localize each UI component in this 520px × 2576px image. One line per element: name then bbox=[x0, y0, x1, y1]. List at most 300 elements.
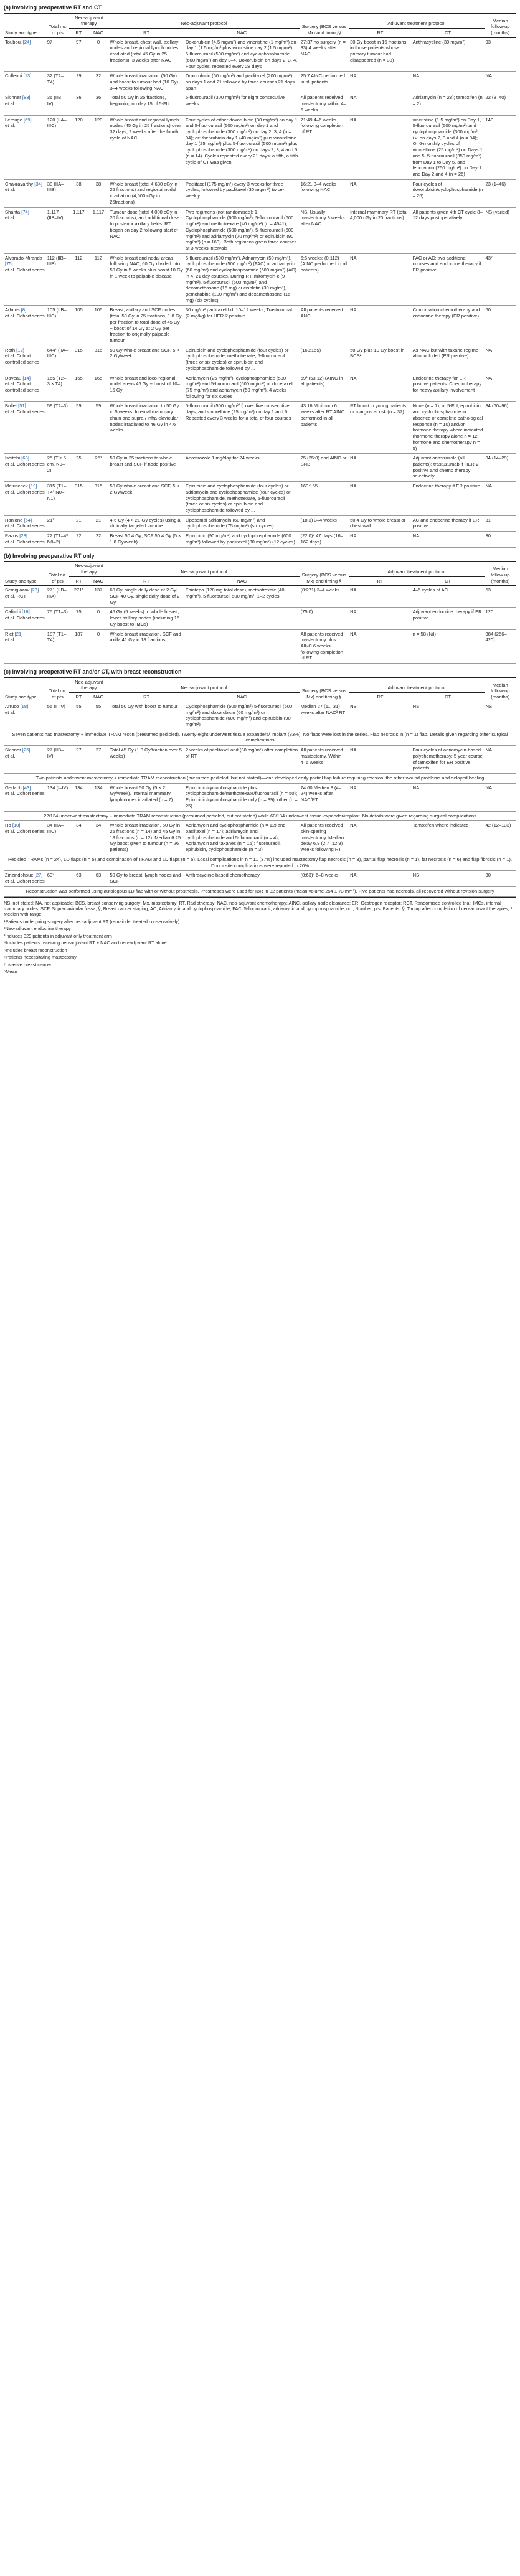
adjuvant-rt-cell: 50 Gy plus 10 Gy boost in BCS² bbox=[349, 346, 412, 374]
table-row bbox=[4, 821, 516, 855]
rt-protocol-cell: 45 Gy (5 weeks) to whole breast, lower axillary nodes (including 15 Gy boost to IMCs) bbox=[108, 608, 184, 629]
rt-count-cell: 105 bbox=[69, 306, 88, 346]
study-name: Colleoni bbox=[5, 73, 22, 79]
study-cell bbox=[4, 72, 46, 93]
adjuvant-ct-cell: n = 58 (Nil) bbox=[412, 629, 485, 664]
nac-count-cell: 315 bbox=[88, 482, 109, 516]
reference-link[interactable]: [8] bbox=[21, 307, 27, 313]
adjuvant-ct-cell: Four cycles of adriamycin-based polychemotherapy; 5 year course of tamoxifen for ER positive patients bbox=[412, 746, 485, 774]
nac-protocol-cell: Epirubicin/cyclophosphamide plus cyclophosphamide/methotrexate/fluorouracil (n = 50); Epirubicin/cyclophosphamide only (n = 39); other (n = 25) bbox=[184, 783, 300, 811]
header-nac-protocol: NAC bbox=[184, 576, 300, 586]
study-name: Zinzindohoue bbox=[5, 872, 34, 878]
study-cell bbox=[4, 253, 46, 306]
table-row bbox=[4, 608, 516, 629]
header-study-type: Study and type bbox=[4, 562, 46, 586]
header-neo-therapy: Neo-adjuvant therapy bbox=[69, 14, 108, 29]
footnote-6: ⁶Patients necessitating mastectomy bbox=[4, 954, 77, 961]
total-pts-cell: 21³ bbox=[46, 515, 69, 531]
reference-link[interactable]: [54] bbox=[24, 517, 32, 523]
adjuvant-ct-cell: Adriamycin (n = 28); tamoxifen (n = 2) bbox=[412, 93, 485, 115]
study-type: et al. Cohort series bbox=[5, 791, 45, 797]
followup-cell: 42 (12–133) bbox=[485, 821, 517, 855]
header-surgery: Surgery (BCS versus Mx) and timing § bbox=[300, 678, 349, 702]
followup-cell: NA bbox=[485, 783, 517, 811]
study-name: Chakravarthy bbox=[5, 181, 34, 187]
study-name: Shanta bbox=[5, 209, 21, 215]
nac-protocol-cell: Doxorubicin (60 mg/m²) and paclitaxel (200 mg/m²) on days 1 and 21 followed by three courses 21 days apart bbox=[184, 72, 300, 93]
rt-count-cell: 36 bbox=[69, 93, 88, 115]
header-adjuvant-protocol: Adjuvant treatment protocol bbox=[349, 14, 484, 29]
nac-count-cell: 25³ bbox=[88, 454, 109, 482]
study-name: Calitchi bbox=[5, 609, 21, 615]
adjuvant-rt-cell: NA bbox=[349, 306, 412, 346]
total-pts-cell: 63³ bbox=[46, 871, 69, 886]
study-cell bbox=[4, 629, 46, 664]
nac-protocol-cell: 2 weeks of paclitaxel and (30 mg/m²) after completion of RT bbox=[184, 746, 300, 774]
study-type: et al. Cohort series bbox=[5, 267, 45, 273]
header-adjuvant-protocol: Adjuvant treatment protocol bbox=[349, 678, 484, 693]
nac-count-cell: 137 bbox=[88, 586, 109, 608]
followup-cell: 53 bbox=[485, 586, 517, 608]
reference-link[interactable]: [25] bbox=[22, 747, 31, 753]
adjuvant-ct-cell: vincristine (1.5 mg/m²) on Day 1, 5-fluorouracil (500 mg/m²) and cyclophosphamide (300 mg/m² i.v. on days 2, 3 and 4 (n = 94); Or 6-monthly cycles of vinorelbine (25 mg/m²) on Days 1 and 5, 5-fluorouracil (350 mg/m²) from Day 1 to Day 5, and leucovorin (250 mg/m²) on Day 1 and Day 2 and 4 (n = 26) bbox=[412, 115, 485, 179]
study-type: et al. bbox=[5, 187, 16, 193]
nac-count-cell: 34 bbox=[88, 821, 109, 855]
total-pts-cell: 315 (T1–T4² N0–N1) bbox=[46, 482, 69, 516]
reference-link[interactable]: [75] bbox=[5, 261, 13, 267]
rt-count-cell: 315 bbox=[69, 346, 88, 374]
study-name: Hanlone bbox=[5, 517, 23, 523]
nac-count-cell: 120 bbox=[88, 115, 109, 179]
followup-cell: NA bbox=[485, 746, 517, 774]
adjuvant-rt-cell: 30 Gy boost in 15 fractions in those patients whose primary tumour had disappeared (n = 33) bbox=[349, 37, 412, 72]
table-row bbox=[4, 179, 516, 207]
study-type: et al. Cohort series bbox=[5, 489, 45, 495]
header-rt-protocol: RT bbox=[108, 693, 184, 702]
adjuvant-rt-cell: Internal mammary RT (total 4,000 cGy in 20 fractions) bbox=[349, 207, 412, 253]
study-name: Ishitobi bbox=[5, 455, 21, 461]
nac-protocol-cell: 5-fluorouracil (300 mg/m²) for eight consecutive weeks bbox=[184, 93, 300, 115]
study-type: et al. bbox=[5, 123, 16, 129]
surgery-cell: NS. Usually mastectomy 3 weeks after NAC bbox=[300, 207, 349, 253]
adjuvant-rt-cell: NA bbox=[349, 746, 412, 774]
rt-count-cell: 21 bbox=[69, 515, 88, 531]
rt-protocol-cell: 50 Gy whole breast and SCF, 5 × 2 Gy/week bbox=[108, 482, 184, 516]
rt-count-cell: 75 bbox=[69, 608, 88, 629]
followup-cell: 60 bbox=[485, 306, 517, 346]
study-type: et al. Cohort series bbox=[5, 615, 45, 621]
total-pts-cell: 165 (T2–3 × T4) bbox=[46, 374, 69, 402]
surgery-cell: (0:63)³ 6–8 weeks bbox=[300, 871, 349, 886]
table-row bbox=[4, 871, 516, 886]
study-type: et al. bbox=[5, 215, 16, 221]
study-name: Lerouge bbox=[5, 116, 22, 123]
adjuvant-ct-cell: Combination chemotherapy and endocrine therapy (ER positive) bbox=[412, 306, 485, 346]
study-cell bbox=[4, 702, 46, 730]
followup-cell: 84 (60–96) bbox=[485, 402, 517, 454]
adjuvant-rt-cell: NA bbox=[349, 783, 412, 811]
nac-protocol-cell: Epirubicin (90 mg/m²) and cyclophosphamide (600 mg/m²) followed by paclitaxel (80 mg/m²) (12 cycles) bbox=[184, 532, 300, 547]
header-nac: NAC bbox=[88, 28, 109, 37]
surgery-cell: All patients received mastectomy plus AINC 6 weeks following completion of RT bbox=[300, 629, 349, 664]
header-neo-protocol: Neo-adjuvant protocol bbox=[108, 562, 299, 576]
study-cell bbox=[4, 374, 46, 402]
adjuvant-rt-cell: NA bbox=[349, 115, 412, 179]
rt-count-cell: 134 bbox=[69, 783, 88, 811]
nac-protocol-cell: Thiotepa (120 mg total dose), methotrexate (40 mg/m²), 5-fluorouracil 500 mg/m²; 1–2 cycles bbox=[184, 586, 300, 608]
header-nac-protocol: NAC bbox=[184, 28, 300, 37]
table-row bbox=[4, 374, 516, 402]
table-row bbox=[4, 37, 516, 72]
nac-count-cell: 55 bbox=[88, 702, 109, 730]
reference-link[interactable]: [83] bbox=[22, 95, 31, 101]
header-total-pts: Total no. of pts bbox=[46, 562, 69, 586]
header-adjuvant-protocol: Adjuvant treatment protocol bbox=[349, 562, 484, 576]
header-nac: NAC bbox=[88, 693, 109, 702]
study-cell bbox=[4, 179, 46, 207]
surgery-cell: 43:16 Minimum 6 weeks after RT AINC performed in all patients bbox=[300, 402, 349, 454]
table-row bbox=[4, 586, 516, 608]
study-cell bbox=[4, 515, 46, 531]
study-type: et al. RCT bbox=[5, 593, 27, 599]
nac-count-cell: 59 bbox=[88, 402, 109, 454]
total-pts-cell: 27 (IIB–IV) bbox=[46, 746, 69, 774]
nac-protocol-cell: Cyclophosphamide (600 mg/m²) 5-fluorouracil (600 mg/m²) and doxorubicin (60 mg/m²) or cyclophosphamide (600 mg/m²) and epirubicin (90 mg/m²) bbox=[184, 702, 300, 730]
followup-cell: NA bbox=[485, 72, 517, 93]
section-a-title: (a) Involving preoperative RT and CT bbox=[4, 3, 516, 14]
header-adj-ct: CT bbox=[412, 693, 485, 702]
rt-count-cell: 27 bbox=[69, 746, 88, 774]
reference-link[interactable]: [74] bbox=[21, 209, 29, 215]
surgery-cell: Median 27 (11–31) weeks after NAC³ RT bbox=[300, 702, 349, 730]
surgery-cell: 25:7 AINC performed in all patients bbox=[300, 72, 349, 93]
nac-count-cell: 134 bbox=[88, 783, 109, 811]
surgery-cell: All patients received skin-sparing mastectomy. Median delay 6.9 (2.7–12.9) weeks following RT bbox=[300, 821, 349, 855]
total-pts-cell: 134 (I–IV) bbox=[46, 783, 69, 811]
header-adj-ct: CT bbox=[412, 28, 485, 37]
total-pts-cell: 187 (T1–T4) bbox=[46, 629, 69, 664]
reference-link[interactable]: [63] bbox=[21, 455, 29, 461]
adjuvant-rt-cell: NA bbox=[349, 253, 412, 306]
followup-cell: 93 bbox=[485, 37, 517, 72]
rt-protocol-cell: Whole breast irradiation to 50 Gy in 5 weeks. Internal mammary chain and supra-/ infra-clavicular nodes irradiated to 46 Gy in 4.6 weeks bbox=[108, 402, 184, 454]
adjuvant-ct-cell: FAC or AC; two additional courses and endocrine therapy if ER positive bbox=[412, 253, 485, 306]
table-row bbox=[4, 629, 516, 664]
adjuvant-rt-cell: RT boost in young patients or margins at risk (n = 37) bbox=[349, 402, 412, 454]
header-rt-protocol: RT bbox=[108, 28, 184, 37]
nac-count-cell: 0 bbox=[88, 608, 109, 629]
reference-link[interactable]: [12] bbox=[16, 347, 24, 353]
table-row bbox=[4, 482, 516, 516]
followup-cell: 23 (1–46) bbox=[485, 179, 517, 207]
adjuvant-rt-cell: NA bbox=[349, 482, 412, 516]
reconstruction-note: Two patients underwent mastectomy + immediate TRAM reconstruction (presumed pedicled, but not stated)—one developed early partial flap failure requiring revision, the other wound problems and delayed healing bbox=[4, 774, 516, 784]
adjuvant-ct-cell: Tamoxifen where indicated bbox=[412, 821, 485, 855]
nac-protocol-cell: Two regimens (not randomised): 1. Cyclophosphamide (600 mg/m²), 5-fluorouracil (600 mg/m²) and methotrexate (40 mg/m²) (n = 4541); Cyclophosphamide (600 mg/m²), 5-fluorouracil (600 mg/m²) and adriamycin (70 mg/m²) or epirubicin (90 mg/m²) (n = 163). Both regimens given three courses at 3-weeks intervals bbox=[184, 207, 300, 253]
reference-link[interactable]: [21] bbox=[14, 631, 23, 637]
study-type: et al. Cohort series bbox=[5, 829, 45, 835]
rt-count-cell: 271¹ bbox=[69, 586, 88, 608]
rt-protocol-cell: Whole breast (total 4,680 cGy in 26 fractions) and regional nodal irradiation (4,500 cGy in 25fractions) bbox=[108, 179, 184, 207]
surgery-cell: (0:271) 3–4 weeks bbox=[300, 586, 349, 608]
footnote-8: ⁸Mean bbox=[4, 969, 17, 975]
adjuvant-rt-cell: NA bbox=[349, 72, 412, 93]
adjuvant-rt-cell: NA bbox=[349, 374, 412, 402]
study-type: et al. bbox=[5, 101, 16, 107]
surgery-cell: 74:60 Median 8 (4–24) weeks after NAC/RT bbox=[300, 783, 349, 811]
rt-protocol-cell: Whole breast, chest wall, axillary nodes and regional lymph nodes irradiated (total 45 Gy in 25 fractions), 3 weeks after NAC bbox=[108, 37, 184, 72]
header-adj-rt: RT bbox=[349, 28, 412, 37]
nac-protocol-cell: Adriamycin and cyclophosphamide (n = 12) and paclitaxel (n = 17); adriamycin and cyclophosphamide and 5-fluorouracil (n = 4); Adriamycin and taxanes (n = 15); fluorouracil, epirubicin, cyclophosphamide (n = 3) bbox=[184, 821, 300, 855]
reference-link[interactable]: [10] bbox=[12, 822, 21, 829]
followup-cell: 34 (14–29) bbox=[485, 454, 517, 482]
table-row bbox=[4, 93, 516, 115]
reference-link[interactable]: [28] bbox=[19, 533, 27, 539]
adjuvant-rt-cell: NA bbox=[349, 93, 412, 115]
adjuvant-rt-cell: NA bbox=[349, 821, 412, 855]
total-pts-cell: 36 (IIB–IV) bbox=[46, 93, 69, 115]
header-neo-protocol: Neo-adjuvant protocol bbox=[108, 678, 299, 693]
total-pts-cell: 271 (IIB–IIIA) bbox=[46, 586, 69, 608]
study-cell bbox=[4, 93, 46, 115]
header-rt: RT bbox=[69, 693, 88, 702]
surgery-cell: (75:0) bbox=[300, 608, 349, 629]
reference-link[interactable]: [51] bbox=[18, 403, 26, 409]
study-type: et al. bbox=[5, 753, 16, 759]
surgery-cell: (18:3) 3–4 weeks bbox=[300, 515, 349, 531]
study-name: Skinner bbox=[5, 95, 21, 101]
reference-link[interactable]: [13] bbox=[23, 73, 32, 79]
nac-count-cell: 22 bbox=[88, 532, 109, 547]
header-total-pts: Total no. of pts bbox=[46, 678, 69, 702]
study-type: et al. bbox=[5, 709, 16, 715]
adjuvant-rt-cell: NS bbox=[349, 702, 412, 730]
nac-protocol-cell: Doxorubicin (4.5 mg/m²) and vincristine (1 mg/m²) on day 1 (1.5 mg/m² plus vincristine day 2 (1.5 mg/m²), 5-fluorouracil (500 mg/m²) and cyclophosphamide (600 mg/m²) on day 3–4. Doxorubicin on days 2, 3, 4. Four cycles, repeated every 28 days bbox=[184, 37, 300, 72]
rt-protocol-cell: Total 45 Gy (1.8 Gy/fraction over 5 weeks) bbox=[108, 746, 184, 774]
study-name: Ho bbox=[5, 822, 11, 829]
rt-protocol-cell: Whole breast irradiation. 50 Gy in 25 fractions (n = 14) and 45 Gy in 18 fractions (n = 12). Median 6.25 Gy boost given to tumour (n = 26 patients) bbox=[108, 821, 184, 855]
surgery-cell: 6:6 weeks; (0:112) (AINC performed in all patients) bbox=[300, 253, 349, 306]
followup-cell: 30 bbox=[485, 871, 517, 886]
adjuvant-rt-cell: NA bbox=[349, 179, 412, 207]
total-pts-cell: 34 (IIA–IIIC) bbox=[46, 821, 69, 855]
rt-protocol-cell: Whole breast irradiation, SCF and axilla 41 Gy in 18 fractions bbox=[108, 629, 184, 664]
surgery-cell: 160:155 bbox=[300, 482, 349, 516]
rt-protocol-cell: Whole breast 50 Gy (5 × 2 Gy/week). Internal mammary lymph nodes irradiated (n = 7) bbox=[108, 783, 184, 811]
rt-protocol-cell: Tumour dose (total 4,000 cGy in 20 fractions), and additional dose to posterior axillary fields. RT began on day 2 following start of NAC bbox=[108, 207, 184, 253]
table-row bbox=[4, 454, 516, 482]
adjuvant-ct-cell: Endocrine therapy if ER positive bbox=[412, 482, 485, 516]
reconstruction-note-row bbox=[4, 855, 516, 870]
study-cell bbox=[4, 532, 46, 547]
reference-link[interactable]: [23] bbox=[31, 587, 39, 593]
header-followup: Median follow-up (months) bbox=[485, 562, 517, 586]
rt-protocol-cell: Breast, axillary and SCF nodes (total 50 Gy in 25 fractions, 1.8 Gy per fraction to total dose of 45 Gy + boost of 14 Gy at 2 Gy per fraction to originally palpable tumour bbox=[108, 306, 184, 346]
nac-count-cell: 112 bbox=[88, 253, 109, 306]
section-b-title: (b) Involving preoperative RT only bbox=[4, 552, 516, 562]
reference-link[interactable]: [19] bbox=[29, 483, 37, 489]
surgery-cell: All patients received mastectomy. Within 4–6 weeks bbox=[300, 746, 349, 774]
table-row bbox=[4, 532, 516, 547]
table-row bbox=[4, 702, 516, 730]
study-cell bbox=[4, 871, 46, 886]
rt-protocol-cell: 60 Gy, single daily dose of 2 Gy; SCF 40 Gy, single daily dose of 2 Gy bbox=[108, 586, 184, 608]
nac-protocol-cell: Epirubicin and cyclophosphamide (four cycles) or adriamycin and cyclophosphamide (four cycles) or cyclophosphamide, methotrexate, 5-fluorouracil (three or six cycles) or epirubicin and cyclophosphamide followed by ... bbox=[184, 482, 300, 516]
study-name: Arruco bbox=[5, 703, 19, 709]
adjuvant-rt-cell: NA bbox=[349, 629, 412, 664]
followup-cell: 384 (266–420) bbox=[485, 629, 517, 664]
rt-count-cell: 112 bbox=[69, 253, 88, 306]
adjuvant-rt-cell: NA bbox=[349, 586, 412, 608]
table-row bbox=[4, 515, 516, 531]
study-name: Gerlach bbox=[5, 784, 22, 791]
rt-protocol-cell: Whole breast and loco-regional nodal areas 45 Gy + boost of 10–15 Gy bbox=[108, 374, 184, 402]
section-c-table bbox=[4, 678, 516, 897]
study-cell bbox=[4, 821, 46, 855]
followup-cell: NA bbox=[485, 374, 517, 402]
total-pts-cell: 59 (T2–3) bbox=[46, 402, 69, 454]
surgery-cell: All patients received ANC bbox=[300, 306, 349, 346]
footnote-1: ¹Patients undergoing surgery after neo-adjuvant RT (remainder treated conservatively) bbox=[4, 918, 180, 924]
nac-protocol-cell: Anastrozole 1 mg/day for 24 weeks bbox=[184, 454, 300, 482]
reference-link[interactable]: [16] bbox=[22, 609, 30, 615]
rt-count-cell: 38 bbox=[69, 179, 88, 207]
reference-link[interactable]: [24] bbox=[22, 39, 31, 45]
nac-count-cell: 165 bbox=[88, 374, 109, 402]
study-type: et al. Cohort series bbox=[5, 523, 45, 529]
reference-link[interactable]: [18] bbox=[20, 703, 29, 709]
table-row bbox=[4, 253, 516, 306]
adjuvant-rt-cell: NA bbox=[349, 871, 412, 886]
total-pts-cell: 1,117 (IIB–IV) bbox=[46, 207, 69, 253]
surgery-cell: 16:21 3–4 weeks following NAC bbox=[300, 179, 349, 207]
adjuvant-ct-cell: NA bbox=[412, 72, 485, 93]
followup-cell: NS bbox=[485, 702, 517, 730]
study-name: Matuschek bbox=[5, 483, 28, 489]
rt-count-cell: 97 bbox=[69, 37, 88, 72]
nac-count-cell: 21 bbox=[88, 515, 109, 531]
adjuvant-rt-cell: NA bbox=[349, 608, 412, 629]
adjuvant-ct-cell: Endocrine therapy for ER positive patients. Chemo therapy for heavy axillary involvement bbox=[412, 374, 485, 402]
reference-link[interactable]: [69] bbox=[24, 116, 32, 123]
study-cell bbox=[4, 207, 46, 253]
reference-link[interactable]: [43] bbox=[22, 784, 31, 791]
adjuvant-ct-cell: Four cycles of doxorubicin/cyclophosphamide (n = 26) bbox=[412, 179, 485, 207]
rt-protocol-cell: Total 50 Gy in 25 fractions, beginning on day 15 of 5-FU bbox=[108, 93, 184, 115]
footnote-4: ⁴Includes patients receiving neo-adjuvant RT + NAC and neo-adjuvant RT alone bbox=[4, 940, 167, 946]
header-rt: RT bbox=[69, 28, 88, 37]
total-pts-cell: 105 (IIB–IIIC) bbox=[46, 306, 69, 346]
followup-cell: 120 bbox=[485, 608, 517, 629]
table-row bbox=[4, 306, 516, 346]
adjuvant-rt-cell: 50.4 Gy to whole breast or chest wall bbox=[349, 515, 412, 531]
footnotes bbox=[4, 897, 516, 975]
nac-protocol-cell: Anthracycline-based chemotherapy bbox=[184, 871, 300, 886]
adjuvant-ct-cell: NA bbox=[412, 783, 485, 811]
rt-protocol-cell: Whole breast and regional lymph nodes (45 Gy in 25 fractions) over 32 days, 2 weeks after the fourth cycle of NAC bbox=[108, 115, 184, 179]
total-pts-cell: 55 (I–IV) bbox=[46, 702, 69, 730]
study-name: Daveau bbox=[5, 375, 22, 381]
nac-count-cell: 32 bbox=[88, 72, 109, 93]
study-type: et al. bbox=[5, 637, 16, 643]
total-pts-cell: 644¹ (IIA–IIIC) bbox=[46, 346, 69, 374]
nac-protocol-cell: 5-fluorouracil (500 mg/m²/d) over five consecutive days, and vinorelbine (25 mg/m²) on day 1 and 6. Repeated every 3 weeks for a total of four courses bbox=[184, 402, 300, 454]
header-followup: Median follow-up (months) bbox=[485, 678, 517, 702]
header-neo-protocol: Neo-adjuvant protocol bbox=[108, 14, 299, 29]
reference-link[interactable]: [34] bbox=[34, 181, 42, 187]
adjuvant-ct-cell: 4–6 cycles of AC bbox=[412, 586, 485, 608]
nac-count-cell: 63 bbox=[88, 871, 109, 886]
study-cell bbox=[4, 402, 46, 454]
study-name: Pazos bbox=[5, 533, 19, 539]
table-row bbox=[4, 402, 516, 454]
table-row bbox=[4, 115, 516, 179]
nac-count-cell: 315 bbox=[88, 346, 109, 374]
rt-protocol-cell: Whole breast irradiation (50 Gy) and boost to tumour bed (10 Gy), 3–4 weeks following NAC bbox=[108, 72, 184, 93]
rt-count-cell: 25 bbox=[69, 454, 88, 482]
nac-protocol-cell: 30 mg/m² paclitaxel bd. 10–12 weeks; Trastuzumab (2 mg/kg) for HER-2 positive bbox=[184, 306, 300, 346]
header-neo-therapy: Neo-adjuvant therapy bbox=[69, 678, 108, 693]
surgery-cell: 71:49 4–6 weeks following completion of RT bbox=[300, 115, 349, 179]
adjuvant-ct-cell: NS bbox=[412, 702, 485, 730]
total-pts-cell: 75 (T1–3) bbox=[46, 608, 69, 629]
header-study-type: Study and type bbox=[4, 678, 46, 702]
header-surgery: Surgery (BCS versus Mx) and timing § bbox=[300, 562, 349, 586]
study-cell bbox=[4, 482, 46, 516]
study-cell bbox=[4, 783, 46, 811]
adjuvant-ct-cell: NS bbox=[412, 871, 485, 886]
rt-count-cell: 55 bbox=[69, 702, 88, 730]
total-pts-cell: 38 (IIA–IIIB) bbox=[46, 179, 69, 207]
adjuvant-ct-cell: AC and endocrine therapy if ER positive bbox=[412, 515, 485, 531]
reconstruction-note: Pedicled TRAMs (n = 24), LD flaps (n = 5) and combination of TRAM and LD flaps (n = 5). Local complications in n = 11 (37%) included mastectomy flap necrosis (n = 3), partial flap necrosis (n = 1), fat necrosis (n = 6) and flap fibrosis (n = 1). Donor site complications were reported in 20% bbox=[4, 855, 516, 870]
followup-cell: 22 (8–40) bbox=[485, 93, 517, 115]
reference-link[interactable]: [14] bbox=[22, 375, 31, 381]
study-cell bbox=[4, 746, 46, 774]
followup-cell: 43² bbox=[485, 253, 517, 306]
reconstruction-note-row bbox=[4, 774, 516, 784]
study-name: Riet bbox=[5, 631, 14, 637]
footnote-3: ³Includes 329 patients in adjuvant only treatment arm bbox=[4, 933, 112, 939]
footnote-2: ²Neo-adjuvant endocrine therapy bbox=[4, 926, 71, 932]
rt-count-cell: 29 bbox=[69, 72, 88, 93]
total-pts-cell: 112 (IIB–IIIB) bbox=[46, 253, 69, 306]
header-followup: Median follow-up (months) bbox=[485, 14, 517, 38]
adjuvant-ct-cell: NA bbox=[412, 532, 485, 547]
nac-count-cell: 0 bbox=[88, 37, 109, 72]
followup-cell: NS (varied) bbox=[485, 207, 517, 253]
nac-count-cell: 27 bbox=[88, 746, 109, 774]
surgery-cell: All patients received mastectomy within 4–6 weeks bbox=[300, 93, 349, 115]
table-row bbox=[4, 783, 516, 811]
study-name: Semiglazov bbox=[5, 587, 30, 593]
rt-protocol-cell: Total 50 Gy with boost to tumour bbox=[108, 702, 184, 730]
reference-link[interactable]: [27] bbox=[34, 872, 43, 878]
nac-count-cell: 38 bbox=[88, 179, 109, 207]
total-pts-cell: 22 (T1–4³ N0–2) bbox=[46, 532, 69, 547]
study-type: et al. Cohort controlled series bbox=[5, 381, 40, 393]
rt-protocol-cell: Whole breast and nodal areas following NAC, 60 Gy divided into 50 Gy in 5 weeks plus boost 10 Gy in 1 week to palpable disease bbox=[108, 253, 184, 306]
header-rt: RT bbox=[69, 576, 88, 586]
header-rt-protocol: RT bbox=[108, 576, 184, 586]
table-row bbox=[4, 207, 516, 253]
adjuvant-ct-cell: As NAC but with taxane regime also included (ER positive) bbox=[412, 346, 485, 374]
nac-count-cell: 1,117 bbox=[88, 207, 109, 253]
adjuvant-ct-cell: All patients given 4th CT cycle 8–12 days postoperatively bbox=[412, 207, 485, 253]
study-type: et al. Cohort series bbox=[5, 878, 45, 885]
rt-count-cell: 165 bbox=[69, 374, 88, 402]
study-name: Bollet bbox=[5, 403, 17, 409]
